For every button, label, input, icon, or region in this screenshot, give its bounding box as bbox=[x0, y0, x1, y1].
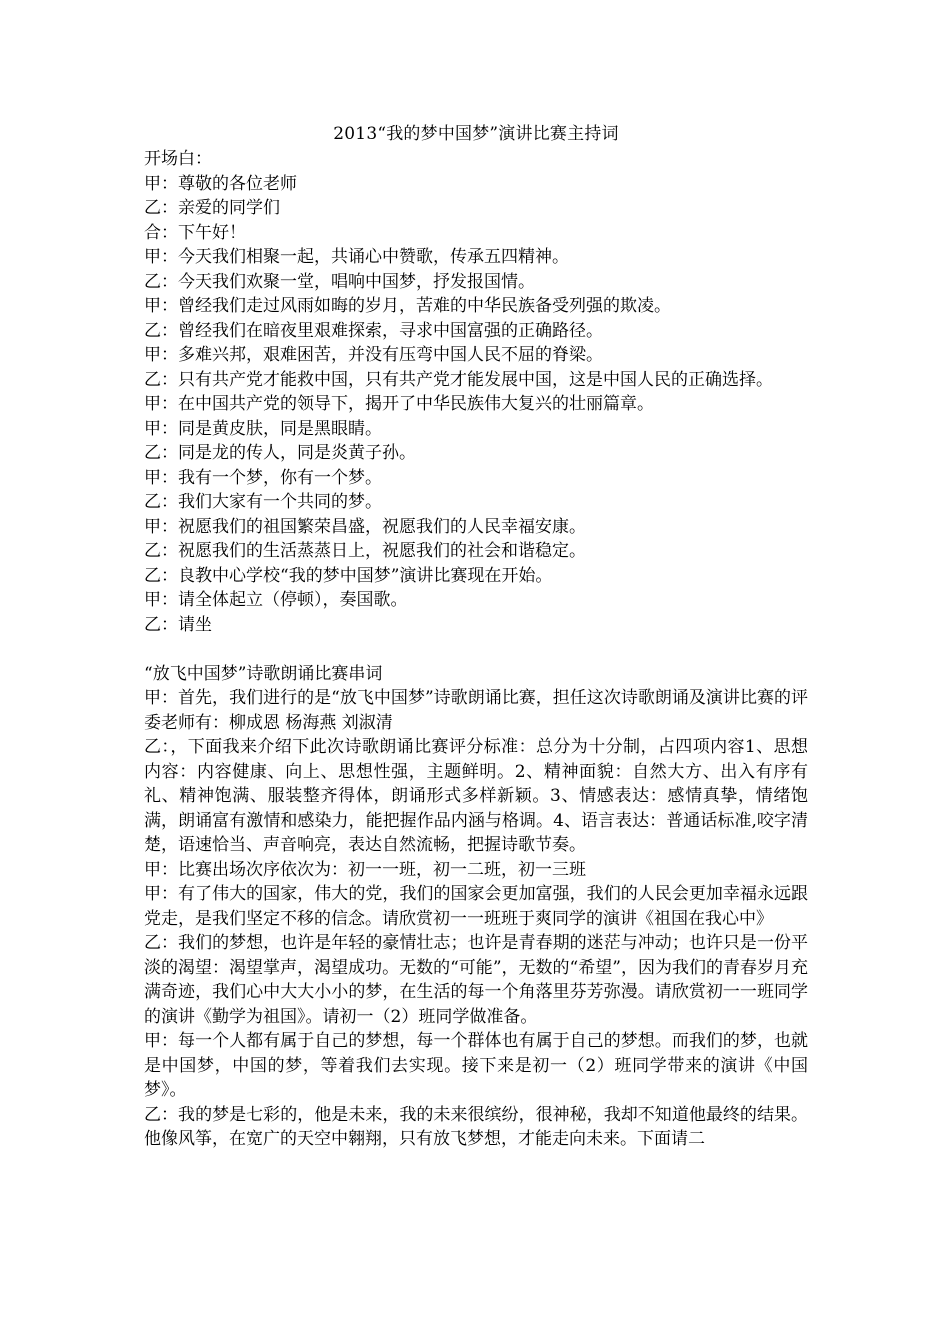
opening-line: 乙：亲爱的同学们 bbox=[144, 198, 280, 218]
opening-line: 甲：祝愿我们的祖国繁荣昌盛，祝愿我们的人民幸福安康。 bbox=[144, 516, 586, 537]
section-paragraph: 甲：比赛出场次序依次为：初一一班，初一二班，初一三班 bbox=[144, 859, 586, 880]
section-paragraph: 甲：有了伟大的国家，伟大的党，我们的国家会更加富强，我们的人民会更加幸福永远跟党走，是我们坚定不移的信念。请欣赏初一一班班于爽同学的演讲《祖国在我心中》 bbox=[144, 884, 808, 929]
opening-line: 甲：同是黄皮肤，同是黑眼睛。 bbox=[144, 418, 382, 439]
document-page bbox=[144, 122, 808, 1152]
opening-line: 乙：请坐 bbox=[144, 614, 212, 635]
opening-line: 甲：今天我们相聚一起，共诵心中赞歌，传承五四精神。 bbox=[144, 247, 569, 267]
section-heading: “放飞中国梦”诗歌朗诵比赛串词 bbox=[144, 663, 383, 684]
document-title: 2013“我的梦中国梦”演讲比赛主持词 bbox=[333, 124, 619, 144]
opening-line: 乙：同是龙的传人，同是炎黄子孙。 bbox=[144, 443, 416, 463]
section-paragraph: 乙：我们的梦想，也许是年轻的豪情壮志；也许是青春期的迷茫与冲动；也许只是一份平淡的渴望：渴望掌声，渴望成功。无数的“可能”，无数的“希望”，因为我们的青春岁月充满奇迹，我们心中大大小小的梦，在生活的每一个角落里芬芳弥漫。请欣赏初一一班同学的演讲《勤学为祖国》。请初一（2）班同学做准备。 bbox=[144, 933, 808, 1027]
blank-line bbox=[144, 637, 808, 662]
opening-line: 合：下午好！ bbox=[144, 222, 246, 243]
opening-line: 乙：今天我们欢聚一堂，唱响中国梦，抒发报国情。 bbox=[144, 271, 535, 292]
opening-line: 甲：在中国共产党的领导下，揭开了中华民族伟大复兴的壮丽篇章。 bbox=[144, 394, 654, 414]
section-paragraph: 乙：我的梦是七彩的，他是未来，我的未来很缤纷，很神秘，我却不知道他最终的结果。他像风筝，在宽广的天空中翱翔，只有放飞梦想，才能走向未来。下面请二 bbox=[144, 1104, 808, 1149]
opening-line: 甲：尊敬的各位老师 bbox=[144, 173, 297, 194]
opening-line: 甲：我有一个梦，你有一个梦。 bbox=[144, 467, 382, 488]
opening-line: 乙：曾经我们在暗夜里艰难探索，寻求中国富强的正确路径。 bbox=[144, 320, 603, 341]
opening-line: 乙：只有共产党才能救中国，只有共产党才能发展中国，这是中国人民的正确选择。 bbox=[144, 369, 773, 390]
opening-line: 乙：祝愿我们的生活蒸蒸日上，祝愿我们的社会和谐稳定。 bbox=[144, 541, 586, 561]
opening-line: 甲：请全体起立（停顿），奏国歌。 bbox=[144, 590, 408, 610]
section-paragraph: 甲：每一个人都有属于自己的梦想，每一个群体也有属于自己的梦想。而我们的梦，也就是中国梦，中国的梦，等着我们去实现。接下来是初一（2）班同学带来的演讲《中国梦》。 bbox=[144, 1031, 808, 1100]
section-paragraph: 乙：，下面我来介绍下此次诗歌朗诵比赛评分标准：总分为十分制，占四项内容1、思想内容：内容健康、向上、思想性强，主题鲜明。2、精神面貌：自然大方、出入有序有礼、精神饱满、服装整齐得体，朗诵形式多样新颖。3、情感表达：感情真挚，情绪饱满，朗诵富有激情和感染力，能把握作品内涵与格调。4、语言表达：普通话标准,咬字清楚，语速恰当、声音响亮，表达自然流畅，把握诗歌节奏。 bbox=[144, 737, 808, 855]
section-paragraph: 甲：首先，我们进行的是“放飞中国梦”诗歌朗诵比赛，担任这次诗歌朗诵及演讲比赛的评委老师有：柳成恩 杨海燕 刘淑清 bbox=[144, 688, 808, 733]
opening-line: 甲：曾经我们走过风雨如晦的岁月，苦难的中华民族备受列强的欺凌。 bbox=[144, 296, 671, 316]
opening-line: 甲：多难兴邦，艰难困苦，并没有压弯中国人民不屈的脊梁。 bbox=[144, 345, 603, 365]
opening-line: 乙：我们大家有一个共同的梦。 bbox=[144, 492, 382, 512]
opening-label: 开场白： bbox=[144, 149, 212, 169]
opening-line: 乙：良教中心学校“我的梦中国梦”演讲比赛现在开始。 bbox=[144, 565, 553, 586]
